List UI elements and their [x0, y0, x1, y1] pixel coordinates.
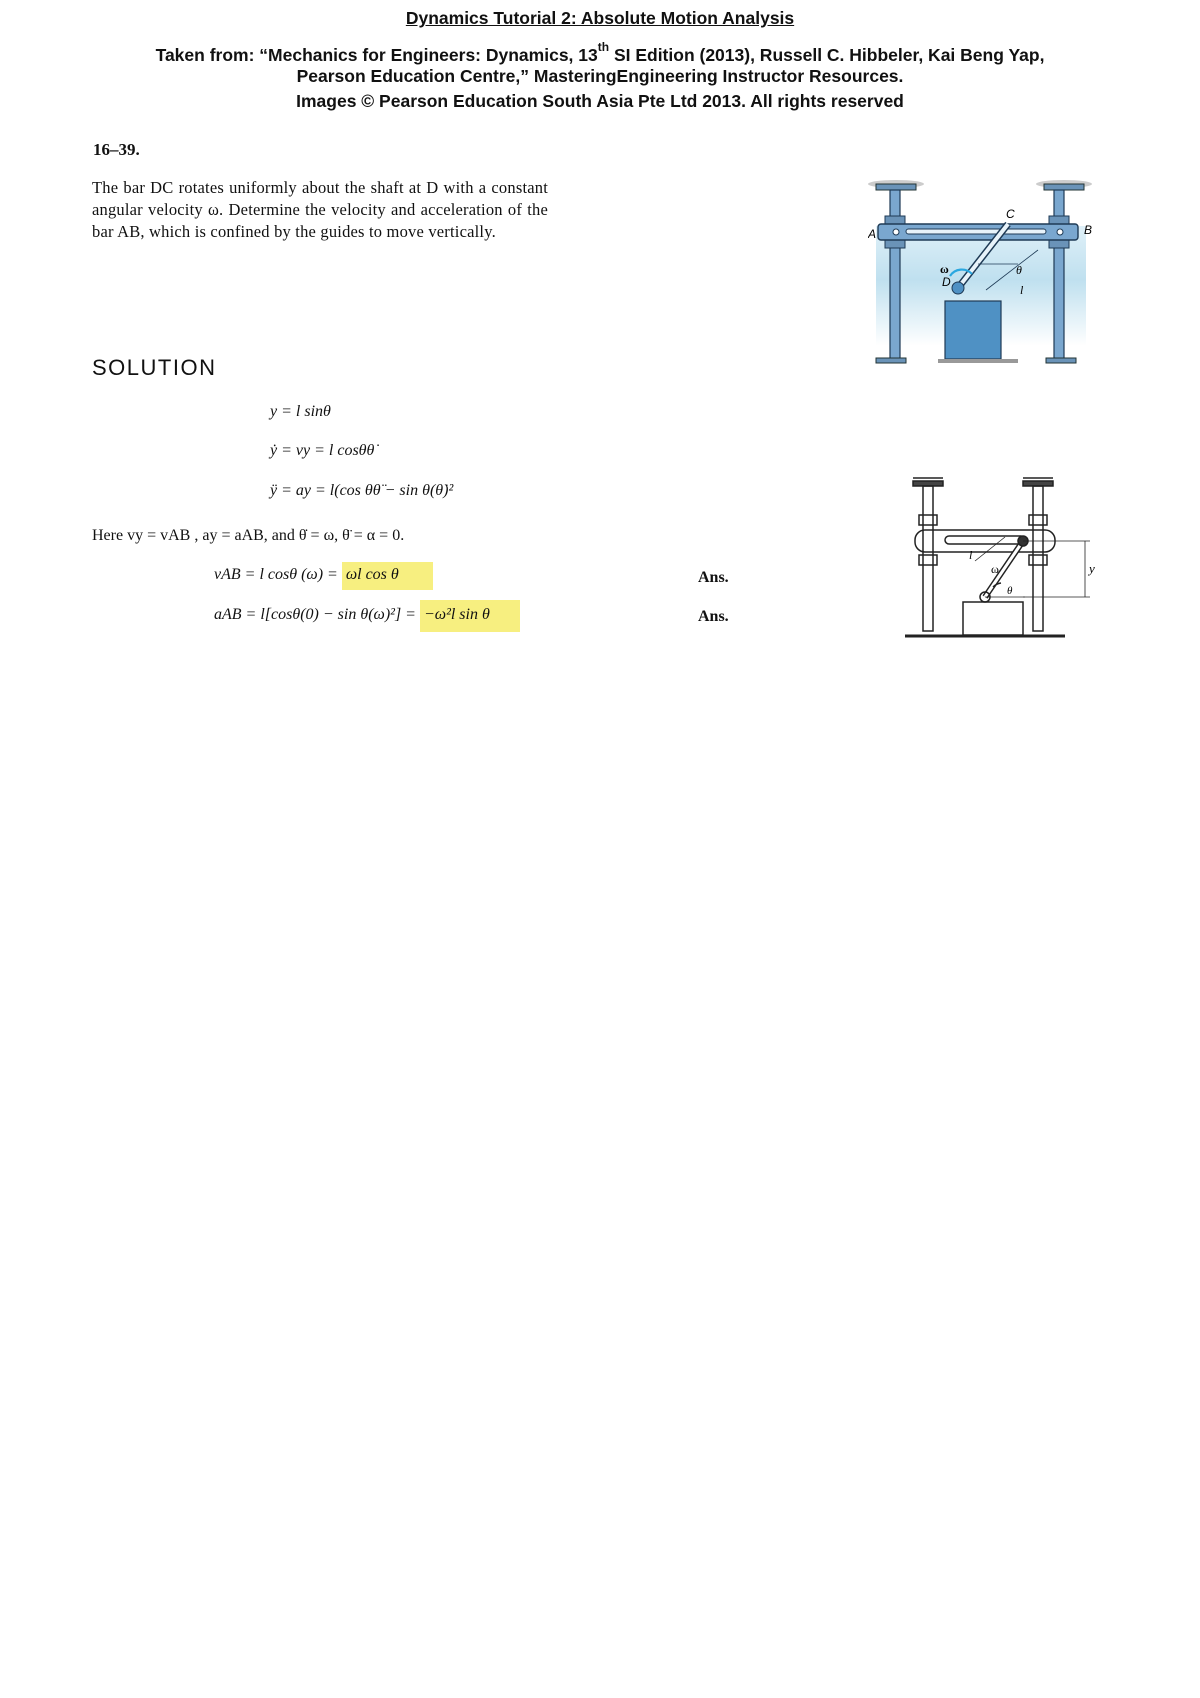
label-omega: ω	[940, 262, 949, 276]
velocity-answer-row	[214, 562, 433, 590]
label-theta: θ	[1007, 585, 1013, 597]
equation-acceleration: ÿ = ay = l(cos θθ̈ − sin θ(θ̇)²	[270, 482, 454, 499]
acceleration-lhs: aAB = l[cosθ(0) − sin θ(ω)²] =	[214, 606, 416, 623]
label-l: l	[1020, 283, 1024, 297]
velocity-result-highlight: ωl cos θ	[342, 562, 433, 590]
label-A: A	[868, 227, 877, 241]
acceleration-ans-label: Ans.	[698, 608, 729, 625]
document-title: Dynamics Tutorial 2: Absolute Motion Analysis	[405, 8, 795, 28]
label-l: l	[969, 548, 973, 562]
problem-number: 16–39.	[93, 140, 140, 159]
source-line-1: Taken from: “Mechanics for Engineers: Dynamics, 13th SI Edition (2013), Russell C. Hibbeler, Kai Beng Yap,	[155, 40, 1045, 65]
velocity-lhs: vAB = l cosθ (ω) =	[214, 566, 338, 583]
label-B: B	[1084, 223, 1093, 237]
source-line-3: Images © Pearson Education South Asia Pte Ltd 2013. All rights reserved	[296, 91, 904, 111]
problem-statement: The bar DC rotates uniformly about the shaft at D with a constant angular velocity ω. Determine the velocity and acceleration of the bar AB, which is confined by the guides to move vertically.	[92, 178, 548, 241]
label-theta: θ	[1016, 263, 1022, 277]
acceleration-answer-row	[214, 600, 520, 632]
equation-position: y = l sinθ	[270, 403, 331, 420]
substitution-text: Here vy = vAB , ay = aAB, and θ̇ = ω, θ̈ = α = 0.	[92, 527, 405, 544]
acceleration-result-highlight: −ω²l sin θ	[420, 600, 520, 632]
velocity-ans-label: Ans.	[698, 569, 729, 586]
label-C: C	[1006, 207, 1015, 221]
problem-figure	[868, 176, 1098, 376]
label-omega: ω	[991, 562, 999, 576]
solution-figure	[905, 475, 1105, 645]
equation-velocity: ẏ = vy = l cosθθ̇	[270, 442, 375, 459]
source-line-2: Pearson Education Centre,” MasteringEngineering Instructor Resources.	[296, 66, 904, 86]
label-y: y	[1089, 561, 1095, 576]
label-D: D	[942, 275, 951, 289]
solution-heading: SOLUTION	[92, 355, 217, 380]
